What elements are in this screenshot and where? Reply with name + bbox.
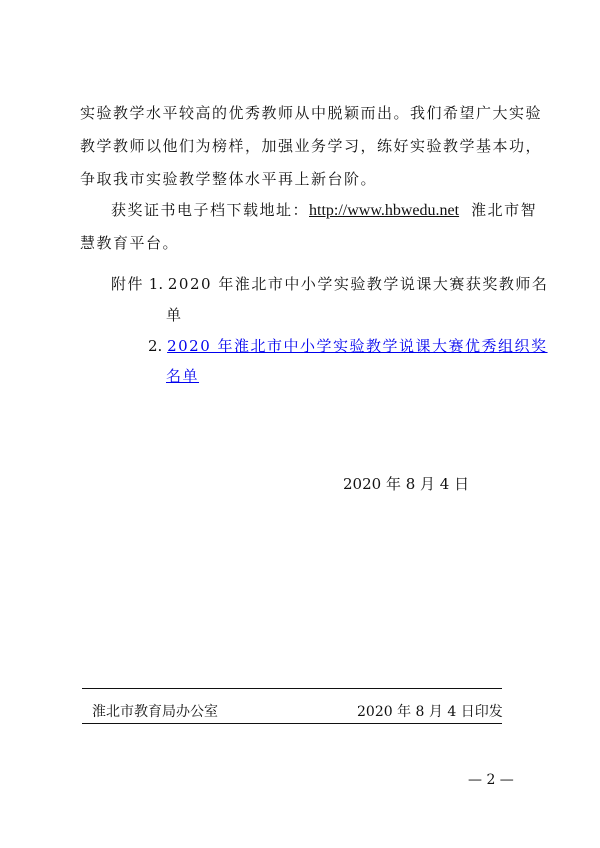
attachment-2-title-cont — [166, 366, 199, 386]
paragraph-1-line-2: 教学教师以他们为榜样，加强业务学习，练好实验教学基本功， — [80, 137, 543, 155]
attachment-1 — [111, 274, 548, 294]
paragraph-1-line-1: 实验教学水平较高的优秀教师从中脱颖而出。我们希望广大实验 — [80, 104, 543, 122]
paragraph-1-line-3: 争取我市实验教学整体水平再上新台阶。 — [80, 170, 378, 188]
attachment-1-title-cont: 单 — [166, 306, 182, 324]
attachment-1-number: 1. — [148, 275, 164, 293]
download-paragraph-line-1 — [111, 200, 537, 221]
attachment-2-title-link[interactable]: 2020 年淮北市中小学实验教学说课大赛优秀组织奖 — [167, 337, 548, 355]
footer-bottom-rule — [82, 723, 502, 724]
attachment-2-number: 2. — [148, 337, 163, 355]
attachment-1-title: 2020 年淮北市中小学实验教学说课大赛获奖教师名 — [167, 275, 549, 293]
download-paragraph-line-2: 慧教育平台。 — [80, 234, 180, 252]
attachment-2 — [148, 336, 548, 356]
download-url-link[interactable]: http://www.hbwedu.net — [309, 202, 460, 219]
attachment-label: 附件 — [111, 275, 145, 293]
document-date: 2020 年 8 月 4 日 — [343, 475, 470, 493]
attachment-2-title-link-cont[interactable]: 名单 — [166, 367, 200, 385]
page-number: — 2 — — [468, 772, 514, 788]
footer-office: 淮北市教育局办公室 — [92, 704, 218, 720]
footer-print-date: 2020 年 8 月 4 日印发 — [357, 704, 503, 720]
download-suffix: 淮北市智 — [471, 201, 538, 219]
download-label: 获奖证书电子档下载地址： — [111, 201, 310, 219]
footer-top-rule — [82, 688, 502, 689]
